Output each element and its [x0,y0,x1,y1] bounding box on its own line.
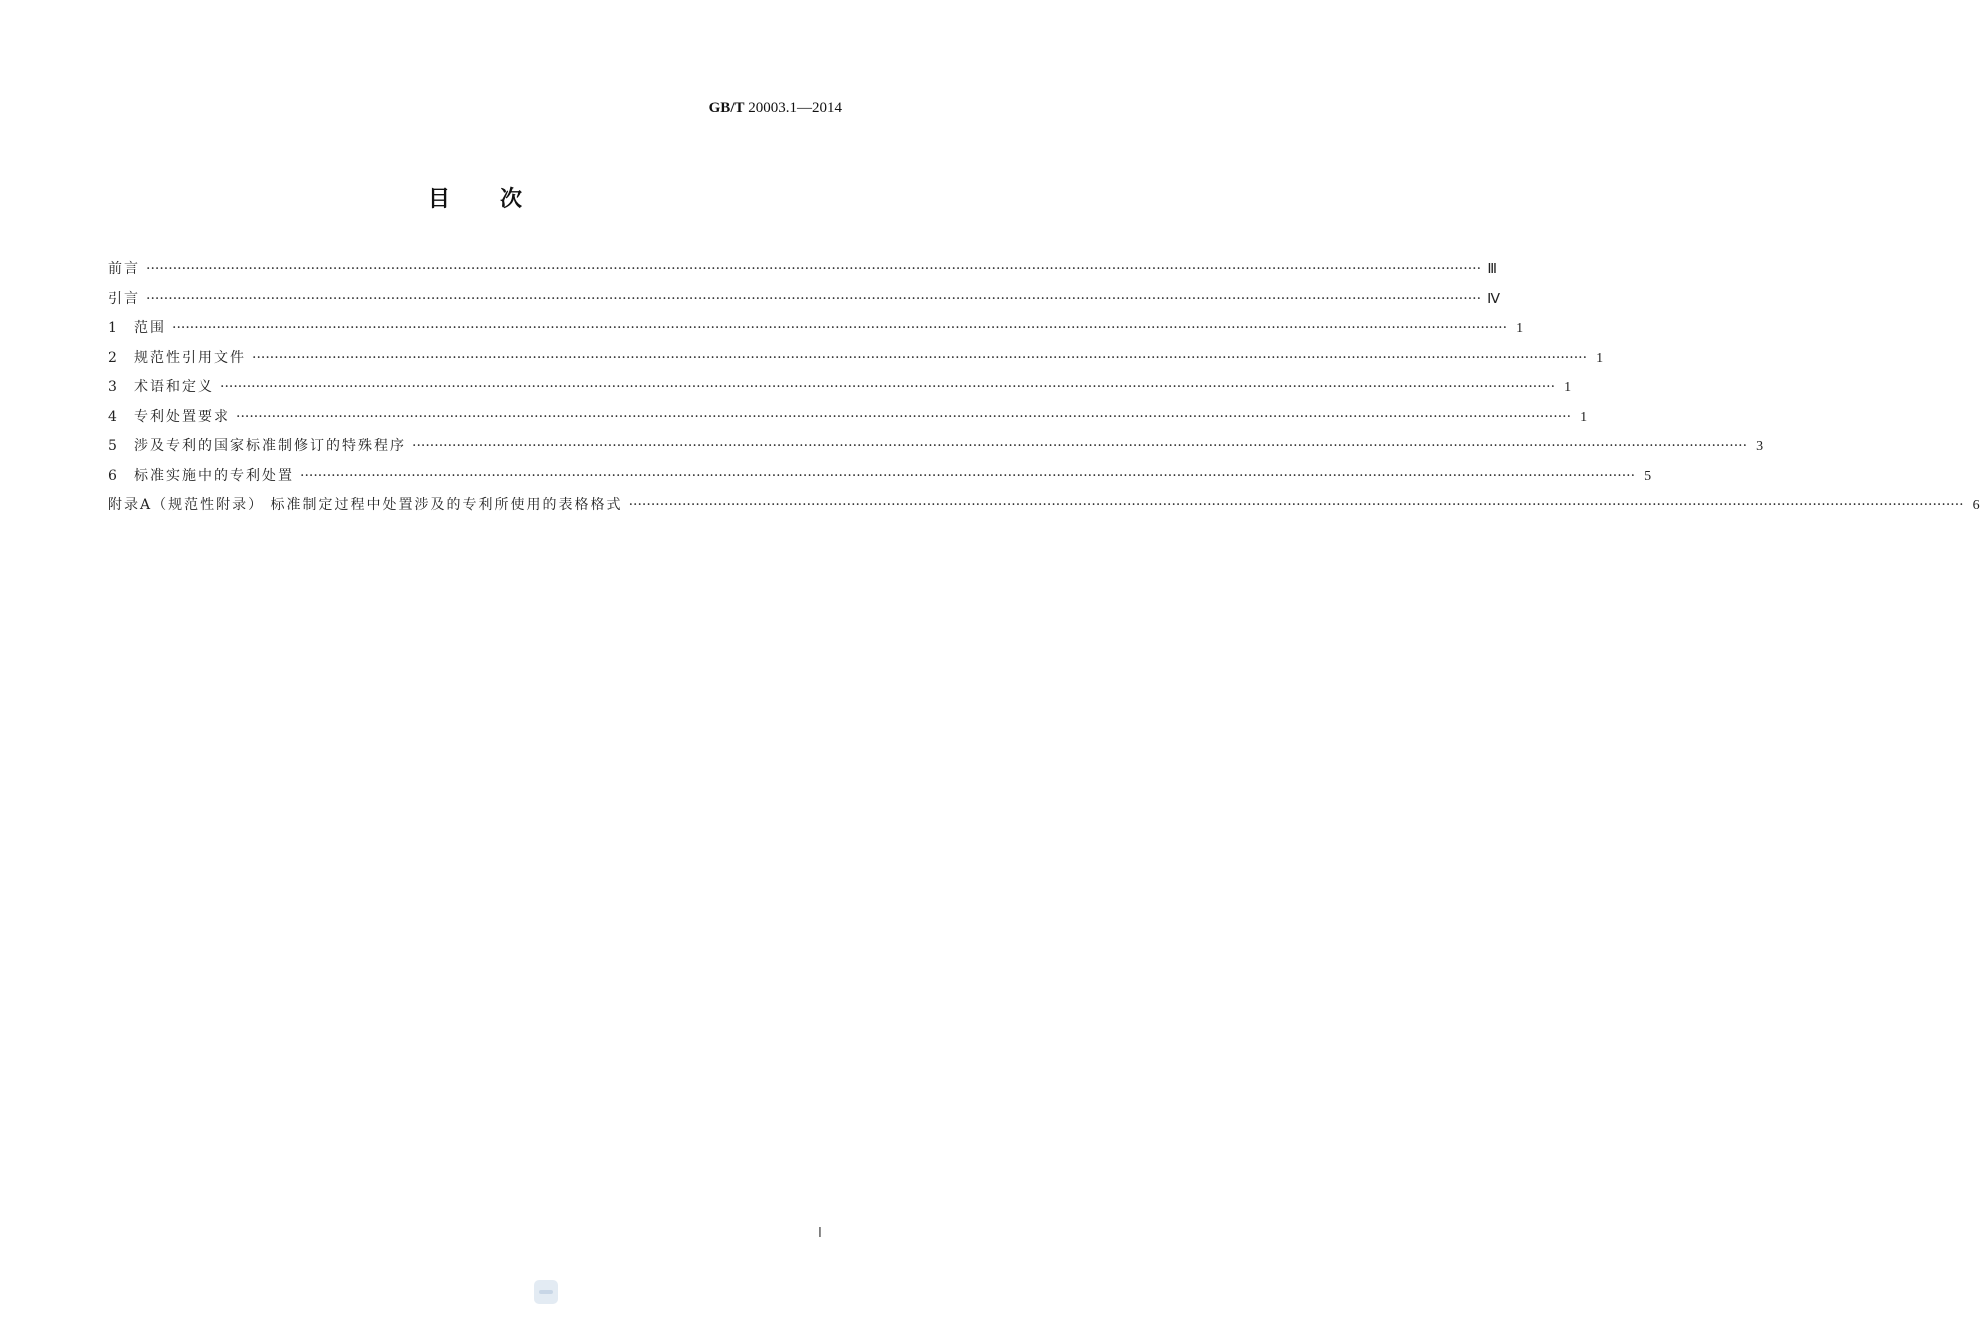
toc-leader-dots: ············································································································································································································································································································ [172,320,1508,336]
toc-entry-foreword[interactable] [108,258,1498,288]
toc-leader-dots: ············································································································································································································································································································ [412,438,1748,454]
page-number: Ⅰ [817,1226,822,1241]
toc-entry-page: 1 [1596,350,1604,366]
toc-leader-dots: ············································································································································································································································································································ [146,261,1482,277]
toc-leader-dots: ············································································································································································································································································································ [236,408,1572,425]
toc-entry-1[interactable] [108,317,1524,347]
toc-entry-label: 标准实施中的专利处置 [134,467,294,484]
toc-leader-dots: ············································································································································································································································································································ [628,497,1964,513]
toc-entry-number: 6 [108,467,117,484]
toc-entry-page: 1 [1516,321,1524,336]
toc-entry-label: 专利处置要求 [134,408,230,425]
toc-entry-2[interactable] [108,347,1604,377]
standard-code [709,100,842,117]
toc-leader-dots: ············································································································································································································································································································ [300,467,1636,484]
toc-entry-label: 涉及专利的国家标准制修订的特殊程序 [134,438,406,454]
toc-entry-label: 术语和定义 [134,379,214,395]
toc-leader-dots: ············································································································································································································································································································ [146,290,1482,307]
sac-logo-icon [534,1280,558,1304]
toc-entry-page: 1 [1580,409,1588,425]
toc-entry-6[interactable] [108,465,1652,495]
toc-entry-annex-a[interactable] [108,494,1980,524]
toc-entry-5[interactable] [108,435,1764,465]
toc-entry-label: 范围 [134,320,166,336]
toc-leader-dots: ············································································································································································································································································································ [252,349,1588,366]
toc-entry-page: 3 [1756,439,1764,454]
standard-number: 20003.1—2014 [748,100,842,116]
toc-entry-page: Ⅲ [1487,262,1498,277]
toc-entry-label: 规范性引用文件 [134,349,246,366]
toc-entry-label: 附录A（规范性附录） 标准制定过程中处置涉及的专利所使用的表格格式 [108,497,623,513]
toc-entry-number: 1 [108,320,117,336]
toc-leader-dots: ············································································································································································································································································································ [220,379,1556,395]
standard-prefix: GB/T [708,100,745,116]
toc-entry-page: Ⅳ [1487,291,1500,307]
toc-entry-label: 引言 [108,290,140,307]
toc-entry-number: 2 [108,349,117,366]
page-title: 目次 [427,187,572,212]
toc-entry-number: 4 [108,408,117,425]
table-of-contents [108,258,1980,524]
toc-entry-introduction[interactable] [108,288,1500,318]
toc-entry-number: 5 [108,438,117,454]
toc-entry-page: 6 [1972,498,1980,513]
toc-entry-4[interactable] [108,406,1588,436]
toc-entry-number: 3 [108,379,117,395]
toc-entry-label: 前言 [108,261,140,277]
toc-entry-page: 1 [1564,380,1572,395]
toc-entry-3[interactable] [108,376,1572,406]
toc-entry-page: 5 [1644,468,1652,484]
